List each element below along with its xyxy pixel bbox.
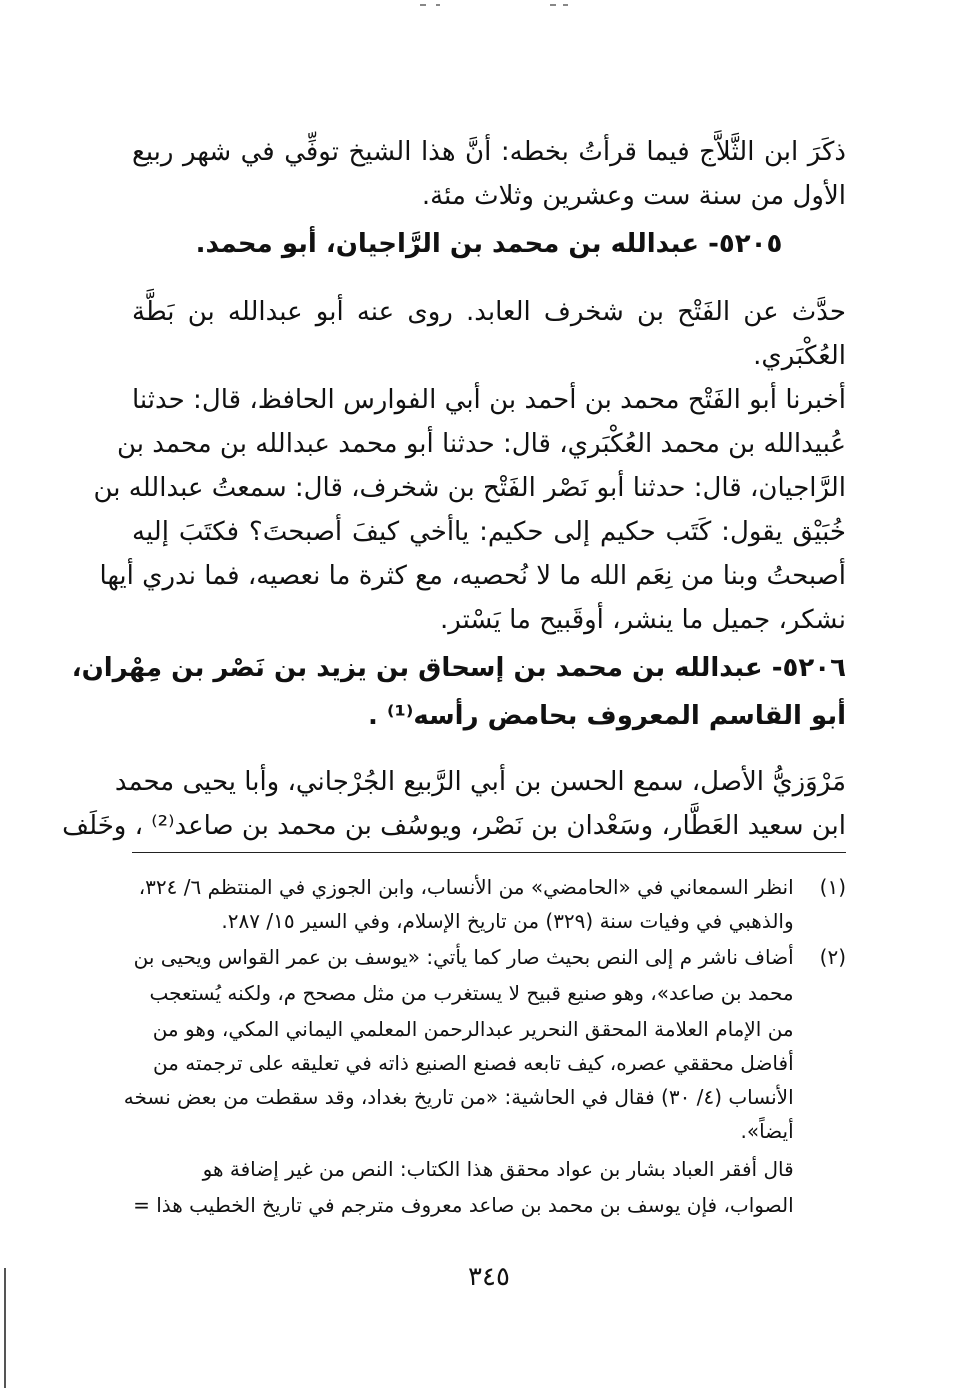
body-line: حدَّث عن الفَتْح بن شخرف العابد. روى عنه أبو عبدالله بن بَطَّة xyxy=(132,297,846,327)
footnote-number: (٢) xyxy=(819,945,846,969)
footnote-text: من الإمام العلامة المحقق النحرير عبدالرحمن المعلمي اليماني المكي، وهو من xyxy=(152,1017,794,1041)
body-line: ذكَرَ ابن الثَّلاَّج فيما قرأتُ بخطه: أنَّ هذا الشيخ توفِّي في شهر ربيع xyxy=(132,137,846,167)
body-line: عُبيدالله بن محمد العُكْبَري، قال: حدثنا أبو محمد عبدالله بن محمد بن xyxy=(116,429,846,459)
footnote-line xyxy=(123,1080,846,1114)
footnote-line xyxy=(132,1188,846,1222)
footnote-text: الصواب، فإن يوسف بن محمد بن صاعد معروف مترجم في تاريخ الخطيب هذا = xyxy=(133,1193,794,1217)
footnote-text: أيضاً». xyxy=(740,1119,794,1143)
body-line: الرَّاجيان، قال: حدثنا أبو نَصْر الفَتْح بن شخرف، قال: سمعتُ عبدالله بن xyxy=(93,473,846,503)
footnote-text: الأنساب (٤/ ٣٠) فقال في الحاشية: «من تاريخ بغداد، وقد سقطت من بعض نسخه xyxy=(123,1085,794,1109)
entry-heading: أبو القاسم المعروف بحامض رأسه⁽¹⁾ . xyxy=(368,701,846,731)
scan-edge-mark xyxy=(4,1268,6,1388)
body-line: خُبَيْق يقول: كَتَب حكيم إلى حكيم: ياأخي كيفَ أصبحتَ؟ فكتَبَ إليه xyxy=(132,517,846,547)
footnote-text: محمد بن صاعد»، وهو صنيع قبيح لا يستغرب من مثل مصحح م، ولكنه يُستعجب xyxy=(149,981,794,1005)
footnote-line xyxy=(132,1152,846,1186)
footnote-text: أضاف ناشر م إلى النص بحيث صار كما يأتي: «يوسف بن عمر القواس ويحيى بن xyxy=(133,945,794,969)
body-line: ابن سعيد العَطَّار، وسَعْدان بن نَصْر، ويوسُف بن محمد بن صاعد⁽²⁾ ، وخَلَف xyxy=(62,811,846,841)
body-line: الأول من سنة ست وعشرين وثلاث مئة. xyxy=(421,181,846,211)
body-line: العُكْبَري. xyxy=(753,341,846,371)
footnote-line xyxy=(132,1012,846,1046)
footnote-separator xyxy=(132,852,846,853)
footnote-text: والذهبي في وفيات سنة (٣٢٩) من تاريخ الإسلام، وفي السير ١٥/ ٢٨٧. xyxy=(221,909,794,933)
body-line: أخبرنا أبو الفَتْح محمد بن أحمد بن أبي الفوارس الحافظ، قال: حدثنا xyxy=(132,385,846,415)
footnote-text: انظر السمعاني في «الحامضي» من الأنساب، وابن الجوزي في المنتظم ٦/ ٣٢٤، xyxy=(138,875,794,899)
footnote-text: قال أفقر العباد بشار بن عواد محقق هذا الكتاب: النص من غير إضافة هو xyxy=(202,1157,794,1181)
body-line: أصبحتُ وبنا من نِعَم الله ما لا نُحصيه، مع كثرة ما نعصيه، فما ندري أيها xyxy=(99,561,846,591)
footnote-line xyxy=(132,940,846,974)
footnote-number: (١) xyxy=(819,875,846,899)
body-line: نشكر، جميل ما ينشر، أوقَبيح ما يَسْتر. xyxy=(439,605,846,635)
footnote-line xyxy=(132,904,846,938)
entry-heading: ٥٢٠٥- عبدالله بن محمد بن الرَّاجيان، أبو محمد. xyxy=(195,229,783,259)
scan-artifact xyxy=(400,0,600,10)
footnote-text: أفاضل محققي عصره، كيف تابعه فصنع الصنيع ذاته في تعليقه على ترجمته من xyxy=(152,1051,794,1075)
footnote-line xyxy=(132,1046,846,1080)
footnote-line xyxy=(132,976,846,1010)
footnote-line xyxy=(132,1114,846,1148)
entry-heading: ٥٢٠٦- عبدالله بن محمد بن إسحاق بن يزيد بن نَصْر بن مِهْران، xyxy=(71,653,846,683)
footnote-line xyxy=(132,870,846,904)
page-number: ٣٤٥ xyxy=(468,1262,510,1292)
body-line: مَرْوَزيُّ الأصل، سمع الحسن بن أبي الرَّبيع الجُرْجاني، وأبا يحيى محمد xyxy=(114,767,846,797)
